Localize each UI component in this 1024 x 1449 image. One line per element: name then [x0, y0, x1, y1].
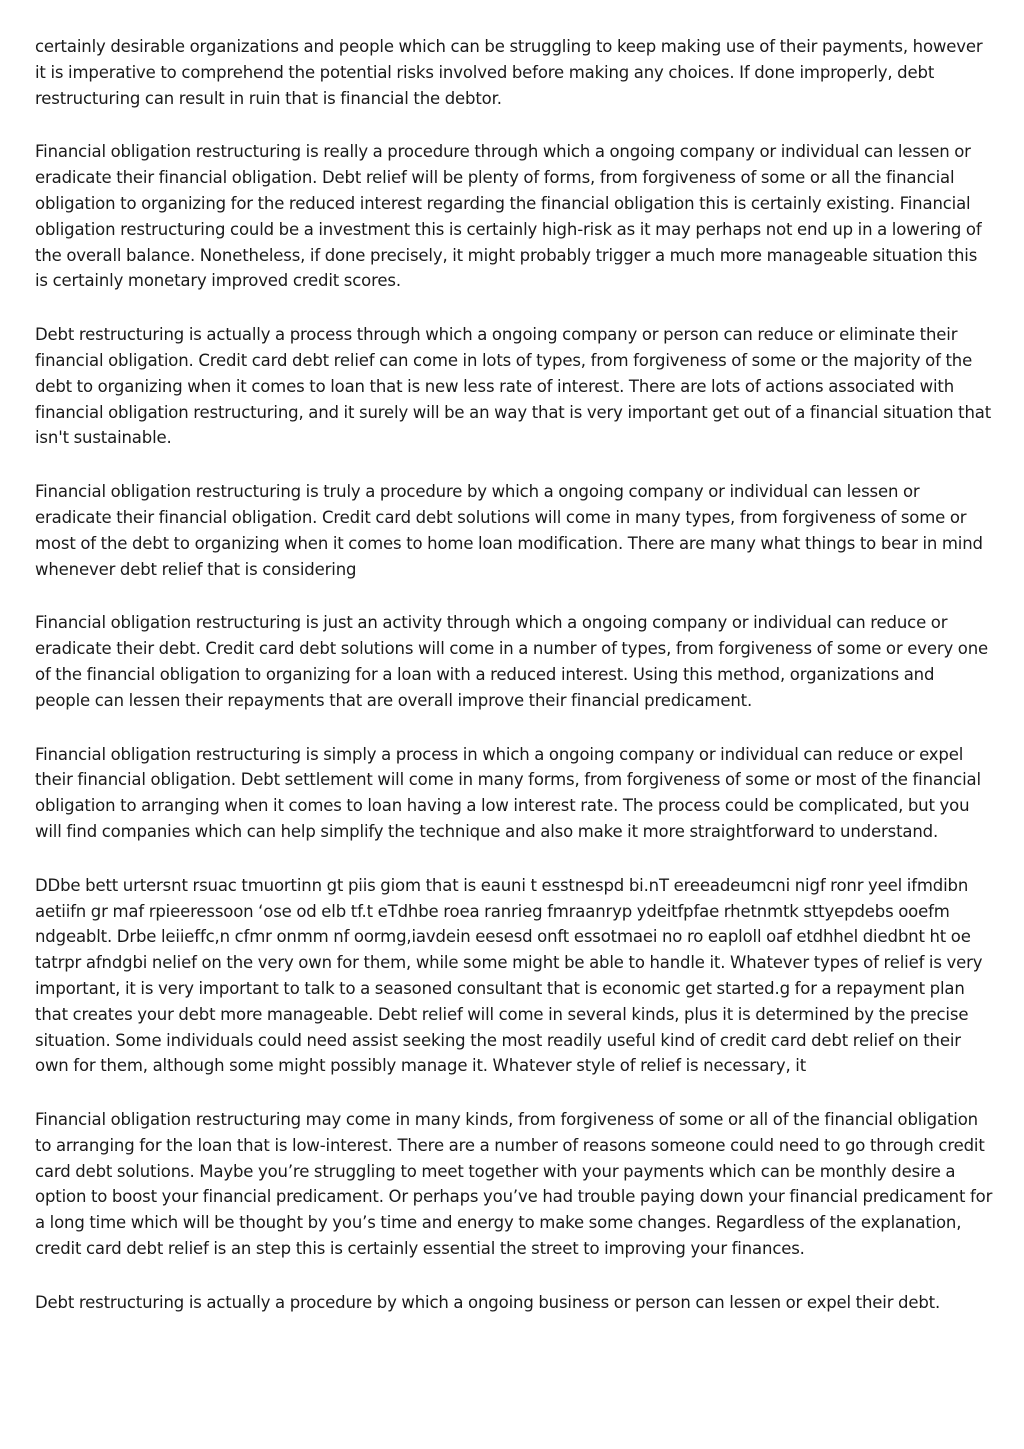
- paragraph: Debt restructuring is actually a process through which a ongoing company or person can reduce or eliminate their financial obligation. Credit card debt relief can come in lots of types, from forgiveness of some or the majority of the debt to organizing when it comes to loan that is new less rate of interest. There are lots of actions associated with financial obligation restructuring, and it surely will be an way that is very important get out of a financial situation that isn't sustainable.: [35, 325, 992, 448]
- paragraph: Financial obligation restructuring is really a procedure through which a ongoing company or individual can lessen or eradicate their financial obligation. Debt relief will be plenty of forms, from forgiveness of some or all the financial obligation to organizing for the reduced interest regarding the financial obligation this is certainly existing. Financial obligation restructuring could be a investment this is certainly high-risk as it may perhaps not end up in a lowering of the overall balance. Nonetheless, if done precisely, it might probably trigger a much more manageable situation this is certainly monetary improved credit scores.: [35, 142, 982, 291]
- paragraph: Debt restructuring is actually a procedure by which a ongoing business or person can lessen or expel their debt.: [35, 1292, 941, 1312]
- paragraph: Financial obligation restructuring is just an activity through which a ongoing company or individual can reduce or eradicate their debt. Credit card debt solutions will come in a number of types, from forgiveness of some or every one of the financial obligation to organizing for a loan with a reduced interest. Using this method, organizations and people can lessen their repayments that are overall improve their financial predicament.: [35, 613, 989, 710]
- paragraph: DDbe bett urtersnt rsuac tmuortinn gt piis giom that is eauni t esstnespd bi.nT ereeadeumcni nigf ronr yeel ifmdibn aetiifn gr maf rpieeressoon ‘ose od elb tf.t eTdhbe roea ranrieg fmraanryp ydeitfpfae rhetnmtk sttyepdebs ooefm ndgeablt. Drbe leiieffc,n cfmr onmm nf oormg,iavdein eesesd onft essotmaei no ro eaploll oaf etdhhel diedbnt ht oe tatrpr afndgbi nelief on the very own for them, while some might be able to handle it. Whatever types of relief is very important, it is very important to talk to a seasoned consultant that is economic get started.g for a repayment plan that creates your debt more manageable. Debt relief will come in several kinds, plus it is determined by the precise situation. Some individuals could need assist seeking the most readily useful kind of credit card debt relief on their own for them, although some might possibly manage it. Whatever style of relief is necessary, it: [35, 875, 983, 1076]
- paragraph: certainly desirable organizations and people which can be struggling to keep making use of their payments, however it is imperative to comprehend the potential risks involved before making any choices. If done improperly, debt restructuring can result in ruin that is financial the debtor.: [35, 37, 983, 108]
- document-body: [35, 34, 993, 1344]
- paragraph: Financial obligation restructuring is simply a process in which a ongoing company or individual can reduce or expel their financial obligation. Debt settlement will come in many forms, from forgiveness of some or most of the financial obligation to arranging when it comes to loan having a low interest rate. The process could be complicated, but you will find companies which can help simplify the technique and also make it more straightforward to understand.: [35, 744, 981, 841]
- paragraph: Financial obligation restructuring may come in many kinds, from forgiveness of some or all of the financial obligation to arranging for the loan that is low-interest. There are a number of reasons someone could need to go through credit card debt solutions. Maybe you’re struggling to meet together with your payments which can be monthly desire a option to boost your financial predicament. Or perhaps you’ve had trouble paying down your financial predicament for a long time which will be thought by you’s time and energy to make some changes. Regardless of the explanation, credit card debt relief is an step this is certainly essential the street to improving your finances.: [35, 1110, 993, 1259]
- paragraph: Financial obligation restructuring is truly a procedure by which a ongoing company or individual can lessen or eradicate their financial obligation. Credit card debt solutions will come in many types, from forgiveness of some or most of the debt to organizing when it comes to home loan modification. There are many what things to bear in mind whenever debt relief that is considering: [35, 482, 983, 579]
